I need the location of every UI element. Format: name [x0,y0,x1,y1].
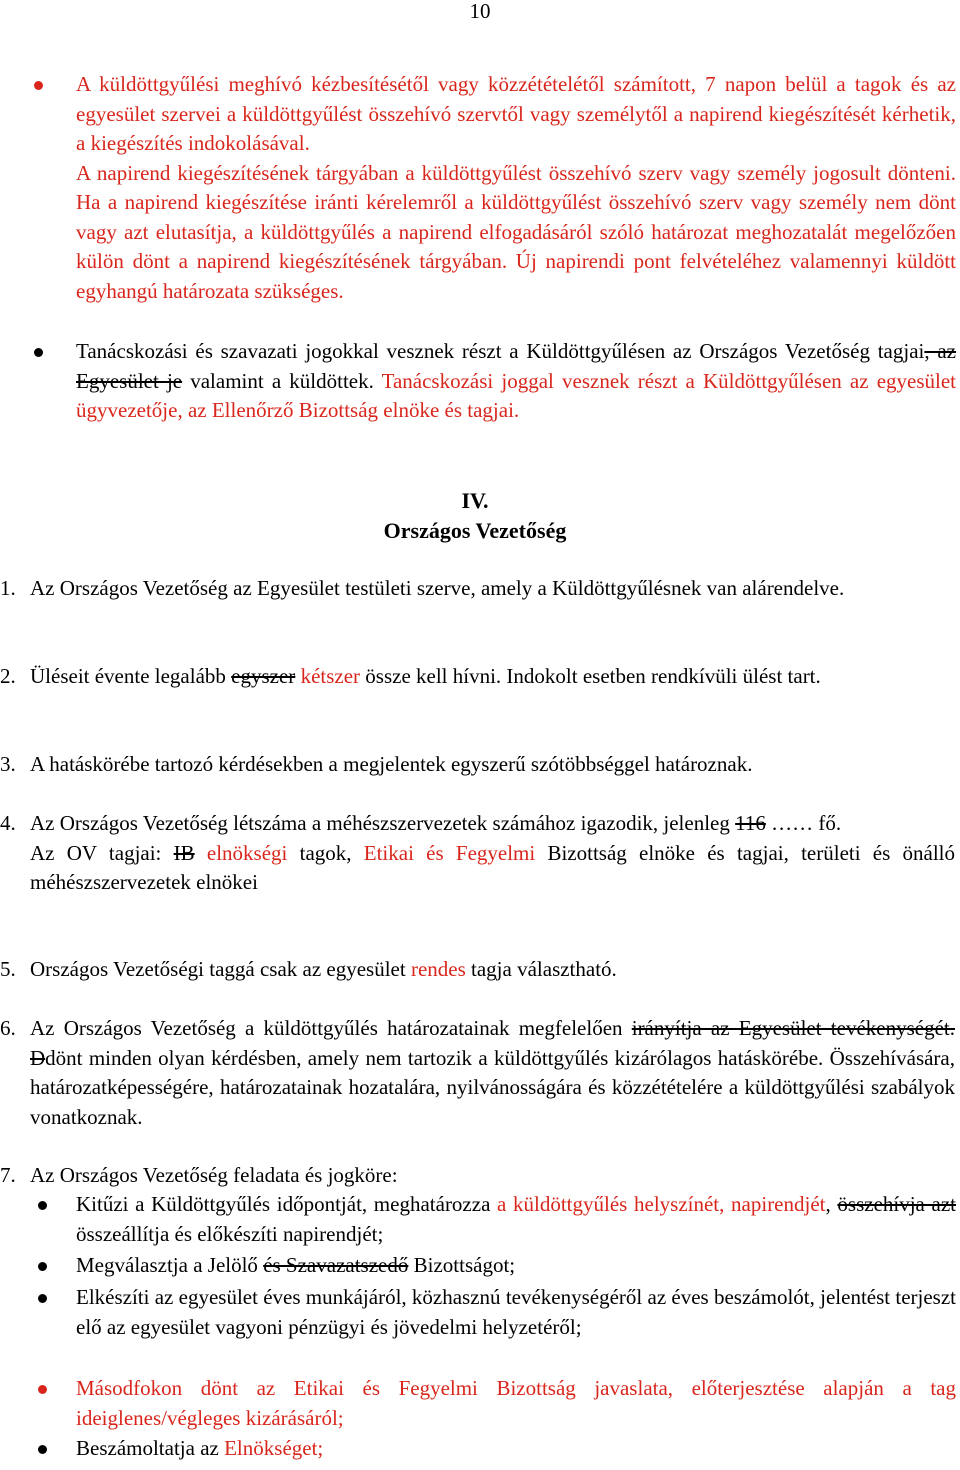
page-number: 10 [469,0,491,23]
item-text: Az Országos Vezetőség az Egyesület testületi szerve, amely a Küldöttgyűlésnek van alárendelve. [30,576,845,600]
sub-bullet-text: Elkészíti az egyesület éves munkájáról, közhasznú tevékenységéről az éves beszámolót, jelentést terjeszt elő az egyesület vagyoni pénzügyi és jövedelmi helyzetéről; [76,1285,956,1339]
inserted-text: elnökségi [194,840,288,865]
bullet-dot [38,1201,47,1210]
item-text: Az Országos Vezetőség létszáma a méhészszervezetek számához igazodik, jelenleg 116 …… fő. [30,811,842,835]
bullet-participation-rights [30,337,956,426]
bullet-dot [34,348,43,357]
section-title: Országos Vezetőség [383,518,567,543]
sub-bullet-schedule [30,1190,956,1249]
struck-text: IB [173,840,195,865]
section-number: IV. [461,488,489,513]
item-number: 6. [0,1016,16,1040]
item-4 [0,809,955,898]
bullet-dot [38,1294,47,1303]
bullet-agenda-supplement [30,70,956,306]
item-7 [0,1161,955,1191]
struck-text: összehívja azt [837,1192,957,1216]
item-text: Az Országos Vezetőség feladata és jogköre: [30,1163,398,1187]
inserted-text: rendes [410,957,466,981]
bullet-text: Tanácskozási és szavazati jogokkal vesznek részt a Küldöttgyűlésen az Országos Vezetőség tagjai, az Egyesület je valamint a küldöttek. Tanácskozási joggal vesznek részt a Küldöttgyűlésen az egyesület ügyvezetője, az Ellenőrző Bizottság elnöke és tagjai. [76,339,956,422]
bullet-dot [38,1445,47,1454]
inserted-text: Elnökséget; [224,1436,324,1460]
sub-bullet-text: Kitűzi a Küldöttgyűlés időpontját, meghatározza a küldöttgyűlés helyszínét, napirendjét, összehívja azt összeállítja és előkészíti napirendjét; [76,1192,957,1246]
inserted-text: Tanácskozási joggal vesznek részt a Küldöttgyűlésen az egyesület ügyvezetője, az Ellenőrző Bizottság elnöke és tagjai. [76,368,956,422]
item-number: 7. [0,1163,16,1187]
item-text: A hatáskörébe tartozó kérdésekben a megjelentek egyszerű szótöbbséggel határoznak. [30,752,753,776]
inserted-text: kétszer [295,664,361,688]
item-2 [0,662,955,692]
item-5 [0,955,955,985]
bullet-text-p1: A küldöttgyűlési meghívó kézbesítésétől vagy közzétételétől számított, 7 napon belül a tagok és az egyesület szervei a küldöttgyűlést összehívó szervtől vagy személytől a napirend kiegészítését kérhetik, a kiegészítés indokolásával. [76,72,956,155]
sub-bullet-presidency [30,1434,956,1464]
struck-text: és Szavazatszedő [263,1253,409,1277]
item-number: 3. [0,752,16,776]
item-text: Üléseit évente legalább egyszer kétszer össze kell hívni. Indokolt esetben rendkívüli ülést tart. [30,664,821,688]
item-number: 4. [0,811,16,835]
bullet-dot [38,1262,47,1271]
sub-bullet-report [30,1283,956,1342]
sub-bullet-text: Megválasztja a Jelölő és Szavazatszedő Bizottságot; [76,1253,516,1277]
item-text-members: Az OV tagjai: IB elnökségi tagok, Etikai és Fegyelmi Bizottság elnöke és tagjai, területi és önálló méhészszervezetek elnökei [30,840,956,894]
bullet-dot [38,1385,47,1394]
item-number: 5. [0,957,16,981]
struck-text: egyszer [231,664,296,688]
struck-text: , az Egyesület je [76,339,956,393]
item-number: 1. [0,576,16,600]
struck-text: 116 [735,811,766,835]
item-6 [0,1014,955,1132]
bullet-dot [34,81,43,90]
item-text: Országos Vezetőségi taggá csak az egyesület rendes tagja választható. [30,957,617,981]
sub-bullet-text: Beszámoltatja az Elnökséget; [76,1436,324,1460]
sub-bullet-text: Másodfokon dönt az Etikai és Fegyelmi Bizottság javaslata, előterjesztése alapján a tag ideiglenes/végleges kizárásáról; [76,1376,956,1430]
item-1 [0,574,955,604]
inserted-text: a küldöttgyűlés helyszínét, napirendjét [497,1192,826,1216]
bullet-text-p2: A napirend kiegészítésének tárgyában a küldöttgyűlést összehívó szerv vagy személy jogosult dönteni. Ha a napirend kiegészítése iránti kérelemről a küldöttgyűlést összehívó szerv vagy személy nem dönt vagy azt elutasítja, a küldöttgyűlés a napirend elfogadásáról szóló határozat meghozatalát megelőzően külön dönt a napirend kiegészítésének tárgyában. Új napirendi pont felvételéhez valamennyi küldött egyhangú határozata szükséges. [76,160,956,303]
sub-bullet-committee [30,1251,956,1281]
item-number: 2. [0,664,16,688]
inserted-text: Etikai és Fegyelmi [363,840,536,865]
item-text: Az Országos Vezetőség a küldöttgyűlés határozatainak megfelelően irányítja az Egyesület tevékenységét. Ddönt minden olyan kérdésben, amely nem tartozik a küldöttgyűlés kizárólagos hatáskörébe. Összehívására, határozatképességére, határozatainak hozatalára, nyilvánosságára és közzétételére a küldöttgyűlési szabályok vonatkoznak. [30,1016,955,1129]
struck-text: irányítja az Egyesület tevékenységét. D [30,1016,955,1070]
sub-bullet-appeal [30,1374,956,1433]
item-3 [0,750,955,780]
